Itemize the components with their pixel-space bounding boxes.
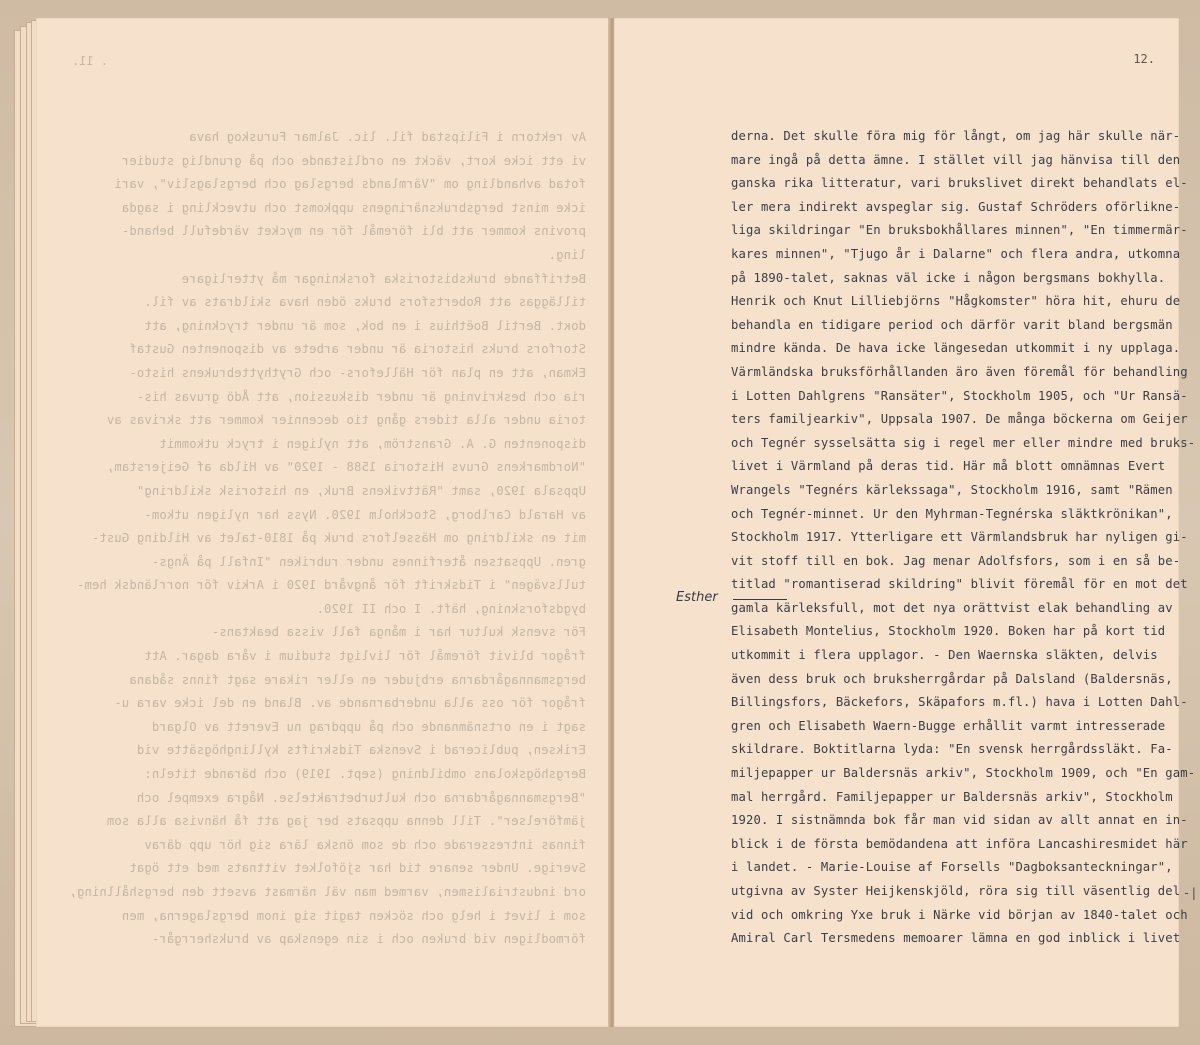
left-page-bleedthrough-text — [66, 126, 586, 952]
text-line: Bergshögskolans ombildning (sept. 1919) och bärande titeln: — [144, 767, 586, 782]
right-page-typed-text — [731, 125, 1196, 951]
text-line: Av rektorn i Filipstad fil. lic. Jalmar Furuskog hava — [189, 130, 586, 144]
text-line: "Bergsmannagårdarna och kulturbetraktelse. Några exempel och — [136, 790, 586, 805]
text-line: av Harald Carlborg, Stockholm 1920. Nyss har nyligen utkom- — [144, 507, 586, 522]
text-line: mindre kända. De hava icke längesedan utkommit i ny upplaga. — [731, 341, 1181, 356]
text-line: mal herrgård. Familjepapper ur Baldersnäs arkiv", Stockholm — [731, 789, 1173, 804]
text-line: skildrare. Boktitlarna lyda: "En svensk herrgårdssläkt. Fa- — [731, 742, 1173, 757]
text-line: utkommit i flera upplagor. - Den Waernska släkten, delvis — [731, 648, 1158, 663]
text-line: i landet. - Marie-Louise af Forsells "Dagboksanteckningar", — [731, 860, 1173, 875]
text-line: förmodligen vid bruken och i sin egenskap av bruksherrgår- — [151, 932, 586, 947]
text-line: miljepapper ur Baldersnäs arkiv", Stockholm 1909, och "En gam- — [731, 766, 1196, 781]
text-line: "Nordmarkens Gruvs Historia 1588 - 1920" av Hilda af Geijerstam, — [106, 460, 586, 475]
text-line: Billingsfors, Bäckefors, Skäpafors m.fl.) hava i Lotten Dahl- — [731, 695, 1188, 710]
text-line: och Tegnér-minnet. Ur den Myhrman-Tegnérska släktkrönikan", — [731, 506, 1173, 521]
text-line: Amiral Carl Tersmedens memoarer lämna en god inblick i livet — [731, 931, 1181, 946]
text-line: bygdsforskning, häft. I och II 1920. — [316, 601, 586, 616]
text-line: finnas intresserade och de som önska lära sig hör upp därav — [144, 837, 586, 852]
text-line: Ekman, att en plan för Hällefors- och Grythyttebrukens histo- — [129, 365, 586, 380]
text-line: vi ett icke kort, väckt en ordlistande och på grundlig studier — [121, 153, 586, 168]
text-line: För svensk kultur har i många fall vissa beaktans- — [211, 625, 586, 640]
text-line: livet i Värmland på deras tid. Här må blott omnämnas Evert — [731, 459, 1166, 474]
text-line: vid och omkring Yxe bruk i Närke vid början av 1840-talet och — [731, 907, 1188, 922]
text-line: Henrik och Knut Lilliebjörns "Hågkomster" höra hit, ehuru de — [731, 294, 1181, 309]
text-line: tullsvägen" i Tidskrift för ångvård 1920 i Arkiv för norrländsk hem- — [76, 578, 586, 593]
handwritten-margin-note: Esther — [676, 590, 718, 605]
page-edge-mark: -| — [1183, 886, 1198, 900]
text-line: blick i de första bemödandena att införa Lancashiresmidet här — [731, 836, 1188, 851]
text-line: Uppsala 1920, samt "Rättvikens Bruk, en historisk skildring" — [136, 483, 586, 498]
text-line: utgivna av Syster Heijkenskjöld, röra sig till väsentlig del — [731, 884, 1181, 898]
text-line: vit stoff till en bok. Jag menar Adolfsfors, som i en så be- — [731, 553, 1181, 568]
text-line: i Lotten Dahlgrens "Ransäter", Stockholm 1905, och "Ur Ransä- — [731, 388, 1188, 403]
text-line: icke minst bergsbruksnäringens uppkomst och utveckling i sagda — [121, 200, 586, 215]
right-page-number: 12. — [1133, 52, 1155, 66]
text-line: mit en skildring om Hässelfors bruk på 1810-talet av Hilding Gust- — [91, 531, 586, 546]
text-line: Betriffande bruksbistoriska forskningar må ytterligare — [181, 271, 586, 286]
text-line: Stockholm 1917. Ytterligare ett Värmlandsbruk har nyligen gi- — [731, 530, 1188, 545]
right-page — [614, 18, 1196, 1027]
text-line: på 1890-talet, saknas väl icke i någon bergsmans bokhylla. — [731, 270, 1166, 285]
text-line: Storfors bruks historia är under arbete av disponenten Gustaf — [129, 342, 586, 357]
text-line: 1920. I sistnämnda bok får man vid sidan av allt annat en in- — [731, 813, 1188, 828]
text-line: doкt. Bertil Boëthius i en bok, som är under tryckning, att — [144, 318, 586, 333]
text-line: toria under alla tiders gång tio decennier kommer att skrivas av — [106, 413, 586, 428]
text-line: Sverige. Under senare tid har sjöfolket vittnats med ett ögat — [129, 861, 586, 876]
text-line: ling. — [548, 247, 586, 262]
left-page — [36, 18, 610, 1027]
left-page-number: . 11. — [72, 54, 109, 68]
text-line: Eriksen, publicerad i Svenska Tidskrifts kyllinghögsätte vid — [136, 743, 586, 758]
text-line: Värmländska bruksförhållanden äro även föremål för behandling — [731, 364, 1188, 379]
text-line: disponenten G. A. Granström, att nyligen i tryck utkommit — [159, 436, 586, 451]
text-line: tilläggas att Robertsfors bruks öden hava skildrats av fil. — [144, 295, 586, 310]
text-line: även dess bruk och bruksherrgårdar på Dalsland (Baldersnäs, — [731, 671, 1173, 686]
text-line: Wrangels "Tegnérs kärlekssaga", Stockholm 1916, samt "Rämen — [731, 482, 1173, 497]
text-line: titlad "romantiserad skildring" blivit föremål för en mot det — [731, 577, 1188, 592]
text-line: ganska rika litteratur, vari brukslivet direkt behandlats el- — [731, 176, 1188, 191]
text-line: ord industrialismen, varmed man väl närmast avsett den bergshållning, — [69, 885, 586, 899]
text-line: derna. Det skulle föra mig för långt, om jag här skulle när- — [731, 129, 1181, 143]
text-line: ria och beskrivning är under diskussion, att Ådö gruvas his- — [136, 389, 586, 404]
text-line: fotad avhandling om "Värmlands bergslag och bergslagsliv", vari — [114, 177, 586, 192]
text-line: ler mera indirekt avspeglar sig. Gustaf Schröders oförlikne- — [731, 199, 1181, 214]
text-line: sagt i en ortsnämnande och på uppdrag nu Everett av Olgard — [151, 719, 586, 734]
text-line: frågor blivit föremål för livligt studium i våra dagar. Att — [144, 649, 586, 664]
text-line: gamla kärleksfull, mot det nya orättvist elak behandling av — [731, 600, 1173, 615]
text-line: ters familjearkiv", Uppsala 1907. De många böckerna om Geijer — [731, 412, 1188, 427]
text-line: jämförelser". Till denna uppsats ber jag att få hänvisa alla som — [106, 814, 586, 829]
text-line: bergsmannagårdarna erbjuder en eller rikare sagt finns sådana — [129, 672, 586, 687]
text-line: provins kommer att bli föremål för en mycket värdefull behand- — [121, 224, 586, 239]
strikethrough-mark — [733, 599, 787, 600]
text-line: liga skildringar "En bruksbokhållares minnen", "En timmermär- — [731, 223, 1188, 238]
text-line: gren och Elisabeth Waern-Bugge erhållit varmt intresserade — [731, 718, 1166, 733]
text-line: och Tegnér sysselsätta sig i regel mer eller mindre med bruks- — [731, 435, 1196, 450]
text-line: kares minnen", "Tjugo år i Dalarne" och flera andra, utkomna — [731, 246, 1181, 261]
text-line: mare ingå på detta ämne. I stället vill jag hänvisa till den — [731, 152, 1181, 167]
text-line: som i livet i helg och söcken tagit sig inom bergslagerna, men — [121, 908, 586, 923]
text-line: Elisabeth Montelius, Stockholm 1920. Boken har på kort tid — [731, 624, 1166, 639]
text-line: gren. Uppsatsen återfinnes under rubriken "Infall på Ängs- — [151, 554, 586, 569]
text-line: frågor för oss alla underbarnande av. Bland en del icke vara u- — [114, 696, 586, 711]
text-line: behandla en tidigare period och därför varit bland bergsmän — [731, 317, 1173, 332]
